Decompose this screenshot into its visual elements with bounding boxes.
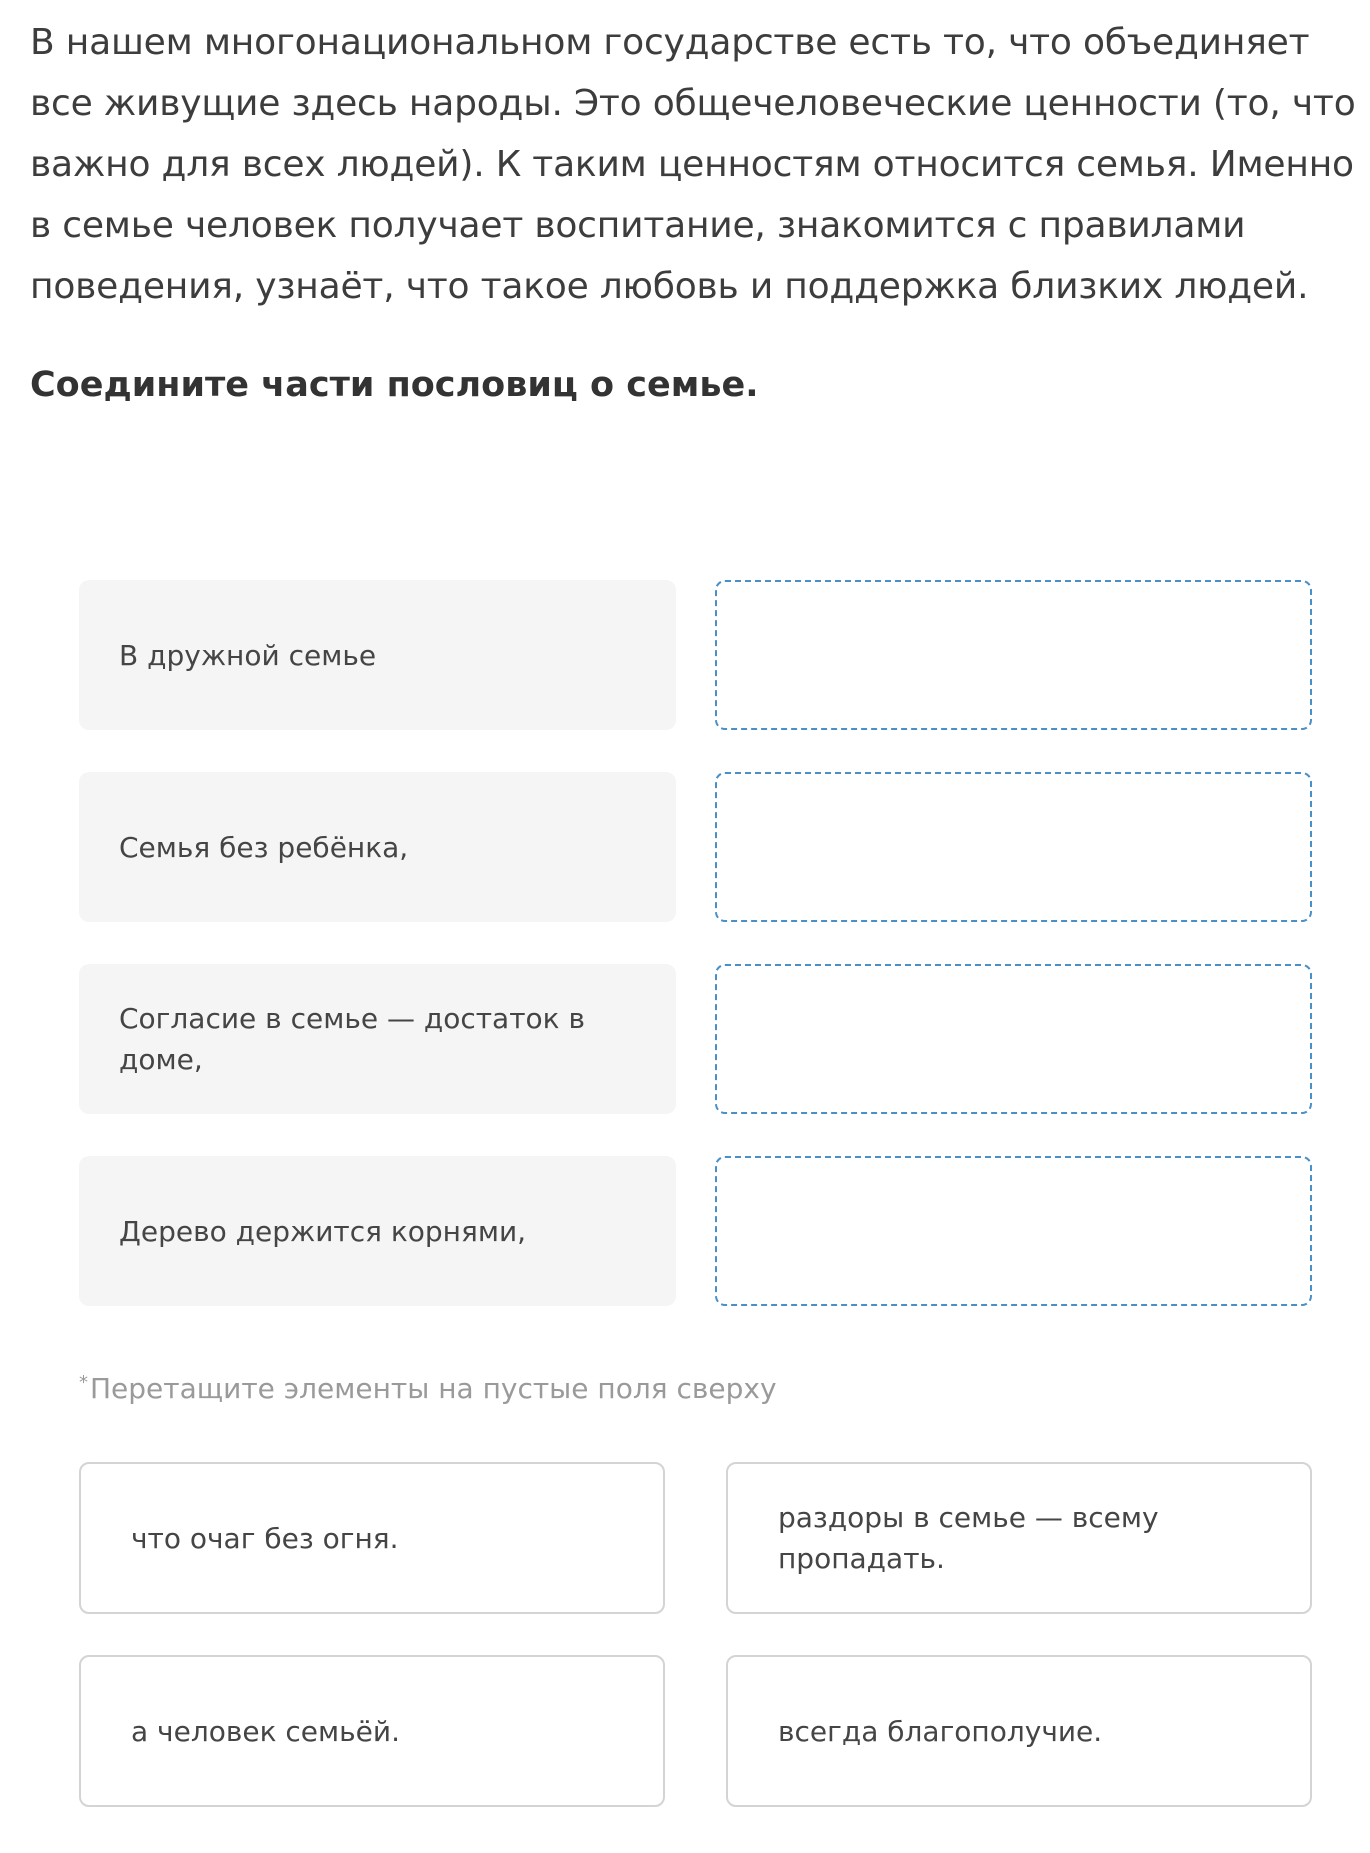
drop-zone-1[interactable] [715,580,1312,730]
draggable-option-3[interactable]: а человек семьёй. [79,1655,665,1807]
answer-options [79,1462,1312,1807]
match-row [79,1156,1312,1306]
draggable-option-1[interactable]: что очаг без огня. [79,1462,665,1614]
hint-marker: * [79,1372,88,1393]
drop-zone-2[interactable] [715,772,1312,922]
proverb-start-4: Дерево держится корнями, [79,1156,676,1306]
drop-zone-4[interactable] [715,1156,1312,1306]
drop-zone-3[interactable] [715,964,1312,1114]
match-row [79,772,1312,922]
task-title: Соедините части пословиц о семье. [30,365,759,405]
match-row [79,964,1312,1114]
match-row [79,580,1312,730]
draggable-option-4[interactable]: всегда благополучие. [726,1655,1312,1807]
proverb-start-1: В дружной семье [79,580,676,730]
draggable-option-2[interactable]: раздоры в семье — всему пропадать. [726,1462,1312,1614]
drag-hint [79,1372,777,1405]
matching-area [79,580,1312,1348]
proverb-start-3: Согласие в семье — достаток в доме, [79,964,676,1114]
hint-text: Перетащите элементы на пустые поля сверху [90,1372,777,1405]
intro-text: В нашем многонациональном государстве есть то, что объединяет все живущие здесь народы. Это общечеловеческие ценности (то, что важно для всех людей). К таким ценностям относится семья. Именно в семье человек получает воспитание, знакомится с правилами поведения, узнаёт, что такое любовь и поддержка близких людей. [30,22,1356,307]
proverb-start-2: Семья без ребёнка, [79,772,676,922]
